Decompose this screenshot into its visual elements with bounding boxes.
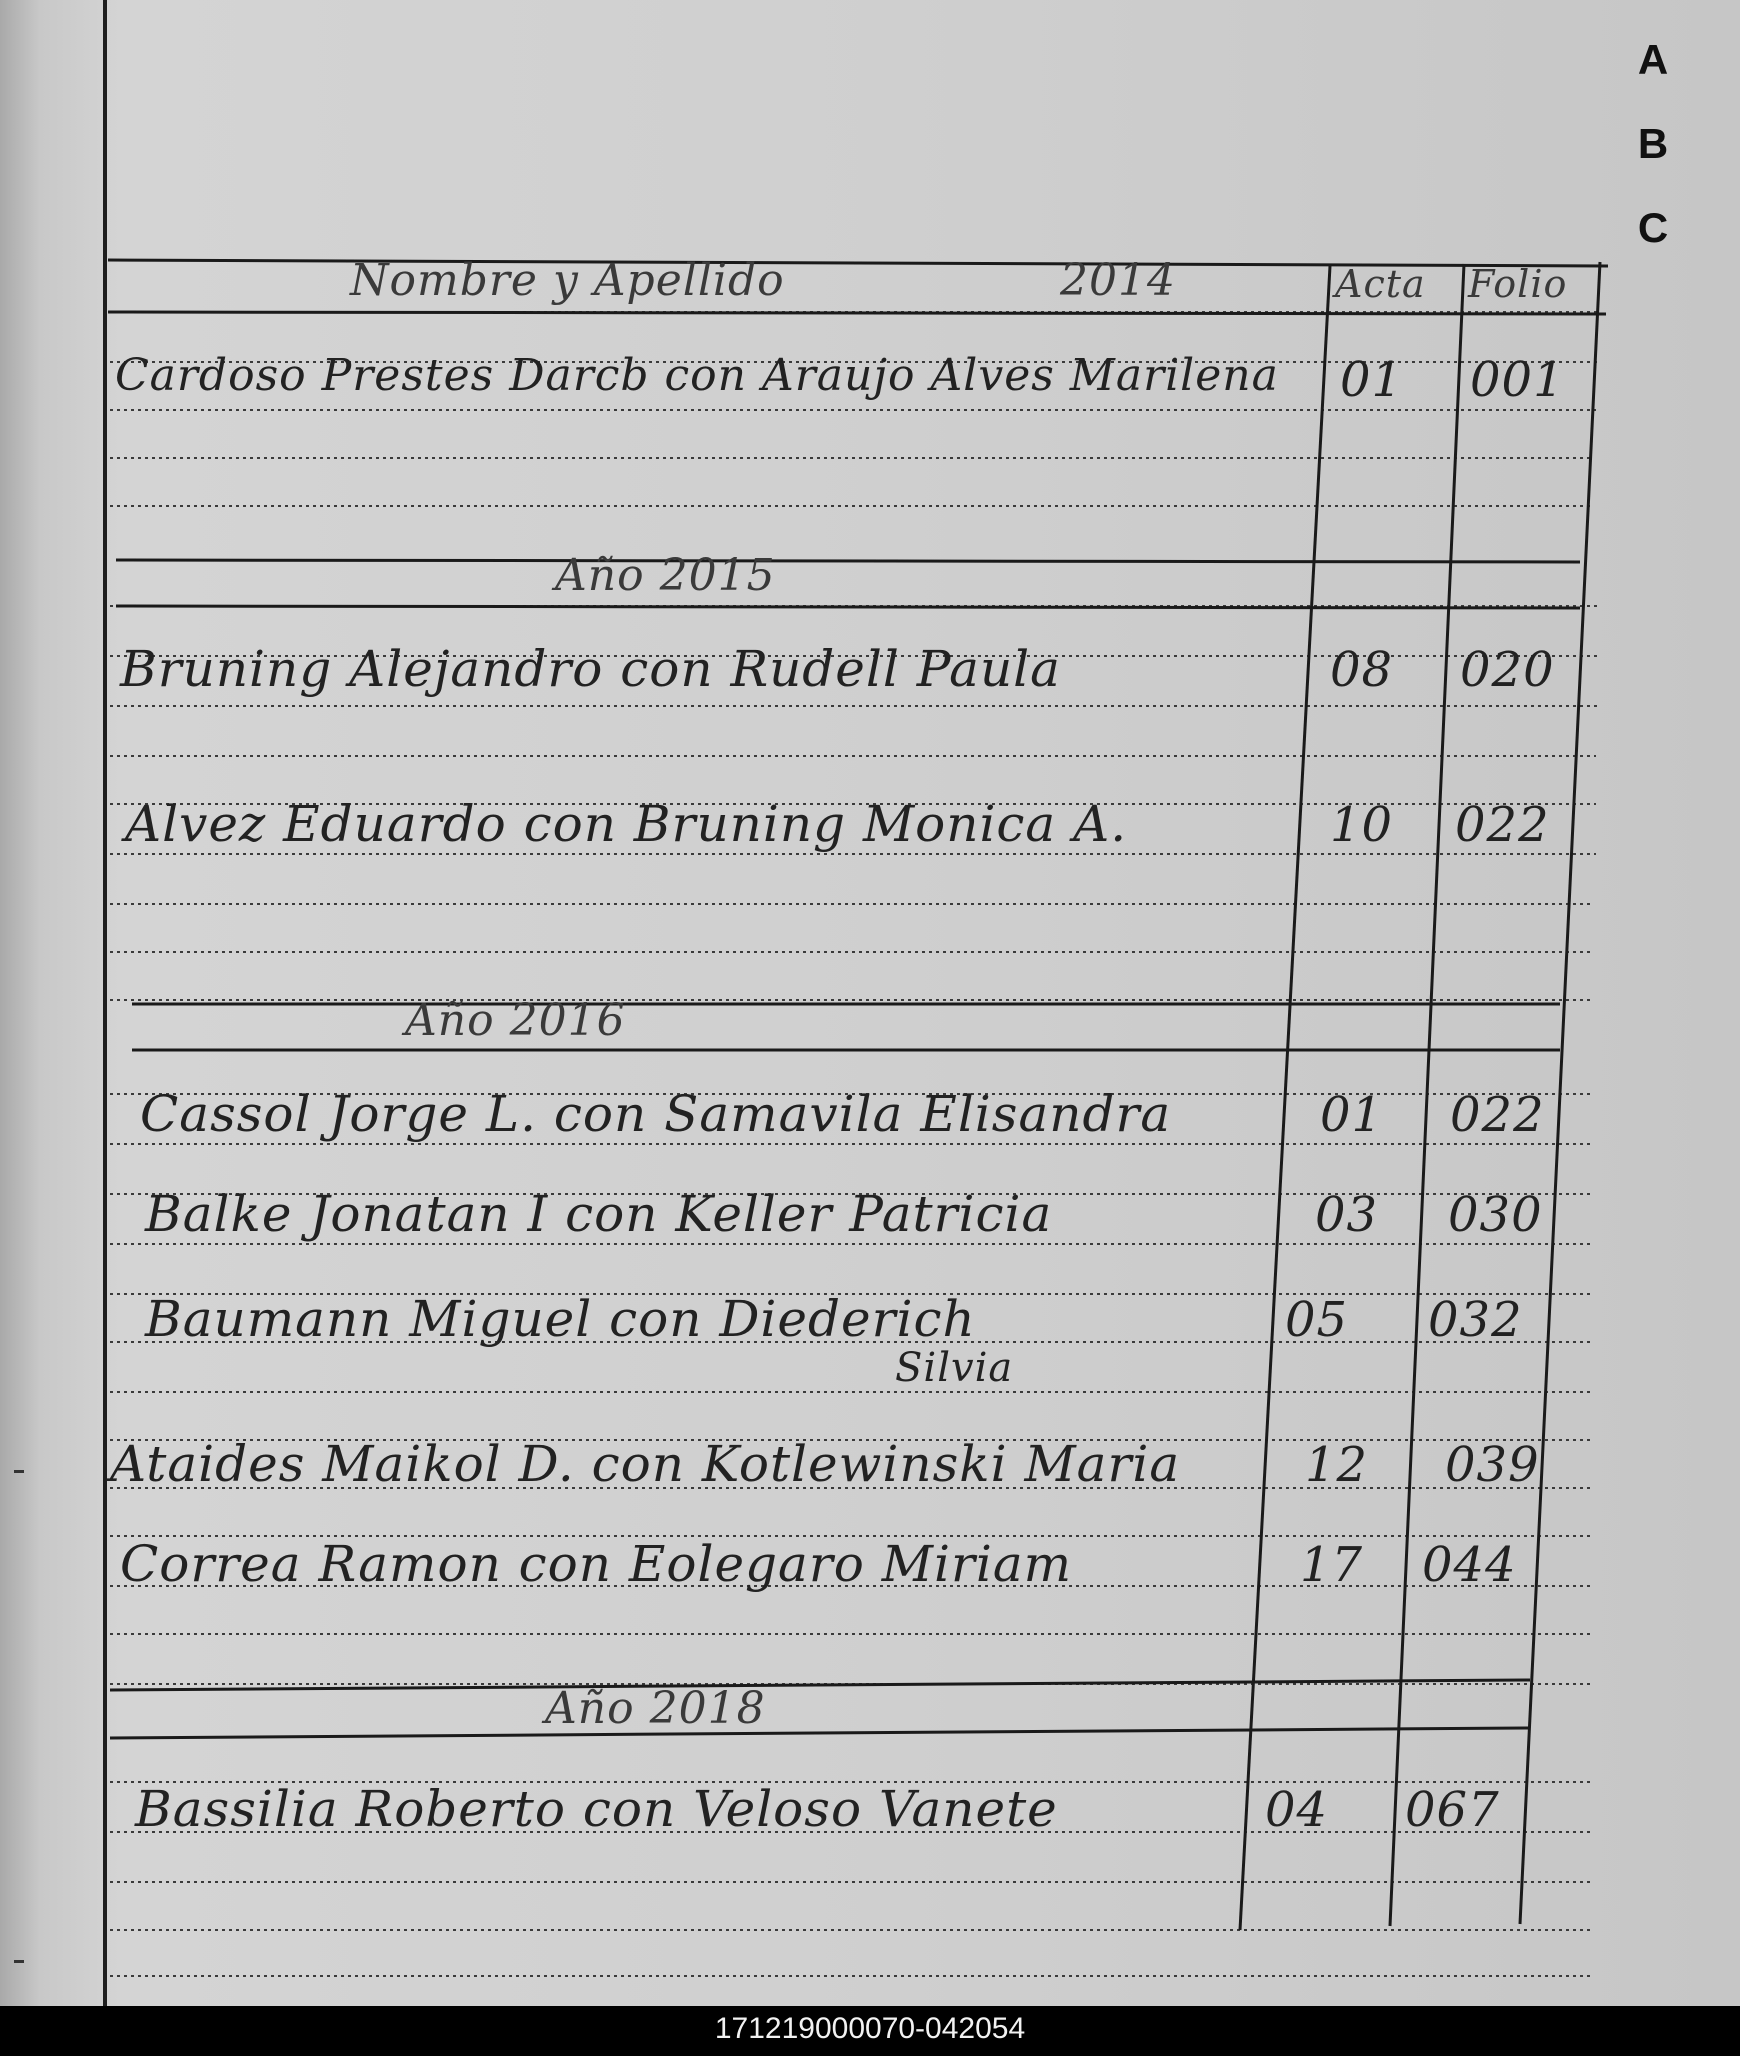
scan-code: 171219000070-042054 <box>714 2012 1026 2045</box>
entry-acta: 01 <box>1340 352 1404 408</box>
section-year-label: Año 2018 <box>545 1683 766 1734</box>
entry-acta: 08 <box>1330 642 1394 698</box>
solid-rules <box>108 260 1608 1738</box>
entry-name: Baumann Miguel con Diederich <box>145 1290 976 1348</box>
header-name-column: Nombre y Apellido <box>350 255 785 306</box>
entry-acta: 17 <box>1300 1537 1364 1593</box>
header-folio-column: Folio <box>1468 262 1568 306</box>
entry-acta: 12 <box>1305 1437 1369 1493</box>
entry-name: Correa Ramon con Eolegaro Miriam <box>120 1535 1073 1593</box>
entry-acta: 04 <box>1265 1782 1329 1838</box>
entry-folio: 020 <box>1460 642 1555 698</box>
entry-folio: 039 <box>1445 1437 1540 1493</box>
entry-folio: 030 <box>1448 1187 1543 1243</box>
entry-acta: 05 <box>1285 1292 1349 1348</box>
page-letter-b: B <box>1637 120 1669 167</box>
entry-name: Cassol Jorge L. con Samavila Elisandra <box>140 1085 1172 1143</box>
scan-footer <box>0 2006 1740 2056</box>
section-year-label: Año 2016 <box>405 995 626 1046</box>
entry-name: Alvez Eduardo con Bruning Monica A. <box>125 795 1128 853</box>
entry-folio: 044 <box>1422 1537 1517 1593</box>
entry-acta: 03 <box>1315 1187 1379 1243</box>
entry-folio: 022 <box>1455 797 1550 853</box>
header-acta-column: Acta <box>1335 262 1426 306</box>
entry-name: Cardoso Prestes Darcb con Araujo Alves Marilena <box>115 350 1279 401</box>
page-letter-c: C <box>1637 204 1669 251</box>
entry-folio: 001 <box>1470 352 1565 408</box>
entry-folio: 067 <box>1405 1782 1500 1838</box>
page-letter-a: A <box>1637 36 1669 83</box>
header-year: 2014 <box>1060 255 1176 306</box>
entry-name-continuation: Silvia <box>895 1345 1014 1391</box>
entry-folio: 032 <box>1428 1292 1523 1348</box>
entry-name: Bruning Alejandro con Rudell Paula <box>120 640 1061 698</box>
entry-name: Ataides Maikol D. con Kotlewinski Maria <box>110 1435 1181 1493</box>
entry-name: Bassilia Roberto con Veloso Vanete <box>135 1780 1058 1838</box>
entry-acta: 01 <box>1320 1087 1384 1143</box>
entry-folio: 022 <box>1450 1087 1545 1143</box>
entry-name: Balke Jonatan I con Keller Patricia <box>145 1185 1053 1243</box>
entry-acta: 10 <box>1330 797 1394 853</box>
section-year-label: Año 2015 <box>555 550 776 601</box>
